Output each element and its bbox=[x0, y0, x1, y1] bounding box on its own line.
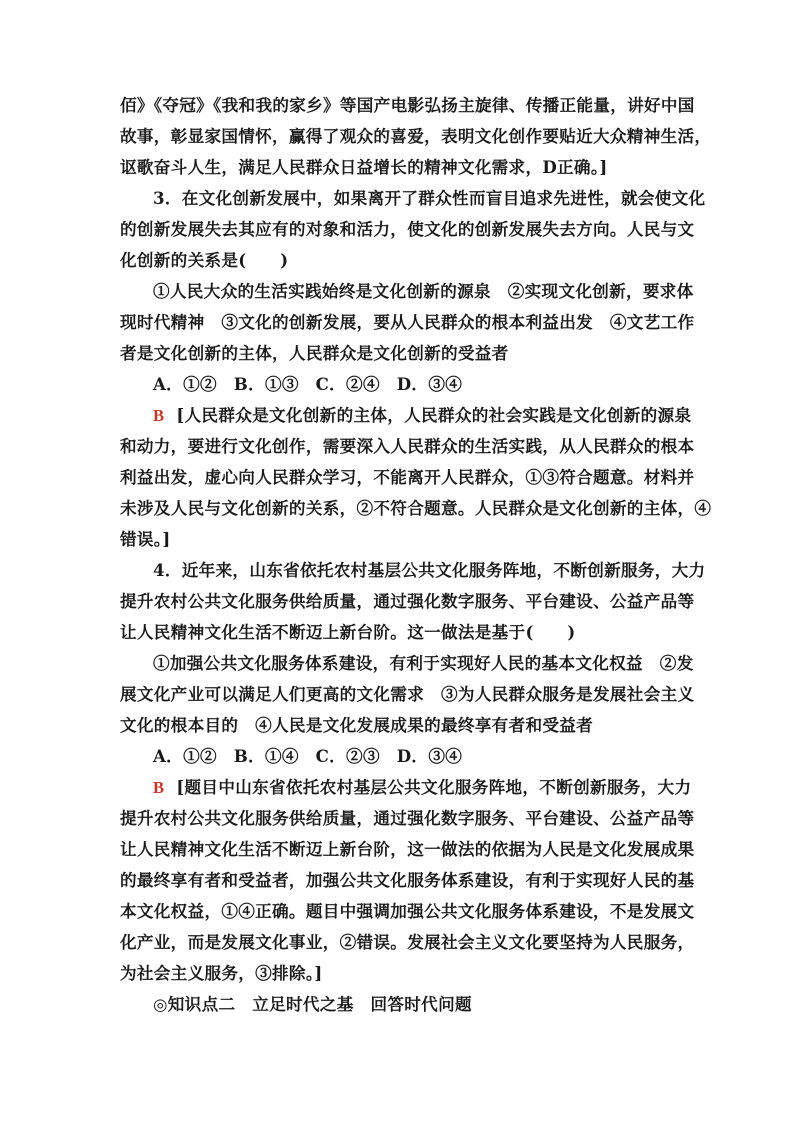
q3-stem-line: 3．在文化创新发展中，如果离开了群众性而盲目追求先进性，就会使文化 bbox=[153, 188, 706, 208]
q4-stem-line: 4．近年来，山东省依托农村基层公共文化服务阵地，不断创新服务，大力 bbox=[153, 560, 706, 580]
q3-item-line: ①人民大众的生活实践始终是文化创新的源泉 ②实现文化创新，要求体 bbox=[153, 281, 694, 301]
q4-explanation-line: 为社会主义服务，③排除。] bbox=[120, 963, 323, 983]
q3-options: A．①② B．①③ C．②④ D．③④ bbox=[153, 374, 463, 394]
q3-stem-line: 的创新发展失去其应有的对象和活力，使文化的创新发展失去方向。人民与文 bbox=[120, 219, 695, 239]
q4-explanation-line: 化产业，而是发展文化事业，②错误。发展社会主义文化要坚持为人民服务， bbox=[120, 932, 695, 952]
q3-item-line: 现时代精神 ③文化的创新发展，要从人民群众的根本利益出发 ④文艺工作 bbox=[120, 312, 695, 332]
q4-explanation-line: 的最终享有者和受益者，加强公共文化服务体系建设，有利于实现好人民的基 bbox=[120, 870, 695, 890]
q4-item-line: 展文化产业可以满足人们更高的文化需求 ③为人民群众服务是发展社会主义 bbox=[120, 684, 695, 704]
document-page bbox=[120, 90, 712, 1020]
q4-item-line: 文化的根本目的 ④人民是文化发展成果的最终享有者和受益者 bbox=[120, 715, 594, 735]
q4-answer-line bbox=[120, 772, 692, 803]
q3-explanation-line: 和动力，要进行文化创作，需要深入人民群众的生活实践，从人民群众的根本 bbox=[120, 436, 695, 456]
q4-answer: B bbox=[153, 778, 165, 797]
q3-explanation-line: 未涉及人民与文化创新的关系，②不符合题意。人民群众是文化创新的主体，④ bbox=[120, 498, 712, 518]
q3-answer: B bbox=[153, 406, 165, 425]
q4-explanation-line: 让人民精神文化生活不断迈上新台阶，这一做法的依据为人民是文化发展成果 bbox=[120, 839, 695, 859]
q4-item-line: ①加强公共文化服务体系建设，有利于实现好人民的基本文化权益 ②发 bbox=[153, 653, 694, 673]
q2-explanation-line: 佰》《夺冠》《我和我的家乡》等国产电影弘扬主旋律、传播正能量，讲好中国 bbox=[120, 95, 695, 115]
q3-item-line: 者是文化创新的主体，人民群众是文化创新的受益者 bbox=[120, 343, 509, 363]
q3-explanation-line: 错误。] bbox=[120, 529, 171, 549]
q4-explanation-line: 本文化权益，①④正确。题目中强调加强公共文化服务体系建设，不是发展文 bbox=[120, 901, 695, 921]
q4-explanation-text: [题目中山东省依托农村基层公共文化服务阵地，不断创新服务，大力 bbox=[176, 777, 692, 797]
q2-explanation-line: 讴歌奋斗人生，满足人民群众日益增长的精神文化需求，D正确。] bbox=[120, 157, 608, 177]
q2-explanation-line: 故事，彰显家国情怀，赢得了观众的喜爱，表明文化创作要贴近大众精神生活， bbox=[120, 126, 712, 146]
q4-stem-line: 提升农村公共文化服务供给质量，通过强化数字服务、平台建设、公益产品等 bbox=[120, 591, 695, 611]
q3-explanation-line: 利益出发，虚心向人民群众学习，不能离开人民群众，①③符合题意。材料并 bbox=[120, 467, 695, 487]
q3-explanation-text: [人民群众是文化创新的主体，人民群众的社会实践是文化创新的源泉 bbox=[176, 405, 692, 425]
q4-stem-line: 让人民精神文化生活不断迈上新台阶。这一做法是基于( ) bbox=[120, 622, 576, 642]
q4-options: A．①② B．①④ C．②③ D．③④ bbox=[153, 746, 463, 766]
q3-answer-line bbox=[120, 400, 692, 431]
section-heading: ◎知识点二 立足时代之基 回答时代问题 bbox=[153, 994, 472, 1014]
q3-stem-line: 化创新的关系是( ) bbox=[120, 250, 289, 270]
q4-explanation-line: 提升农村公共文化服务供给质量，通过强化数字服务、平台建设、公益产品等 bbox=[120, 808, 695, 828]
